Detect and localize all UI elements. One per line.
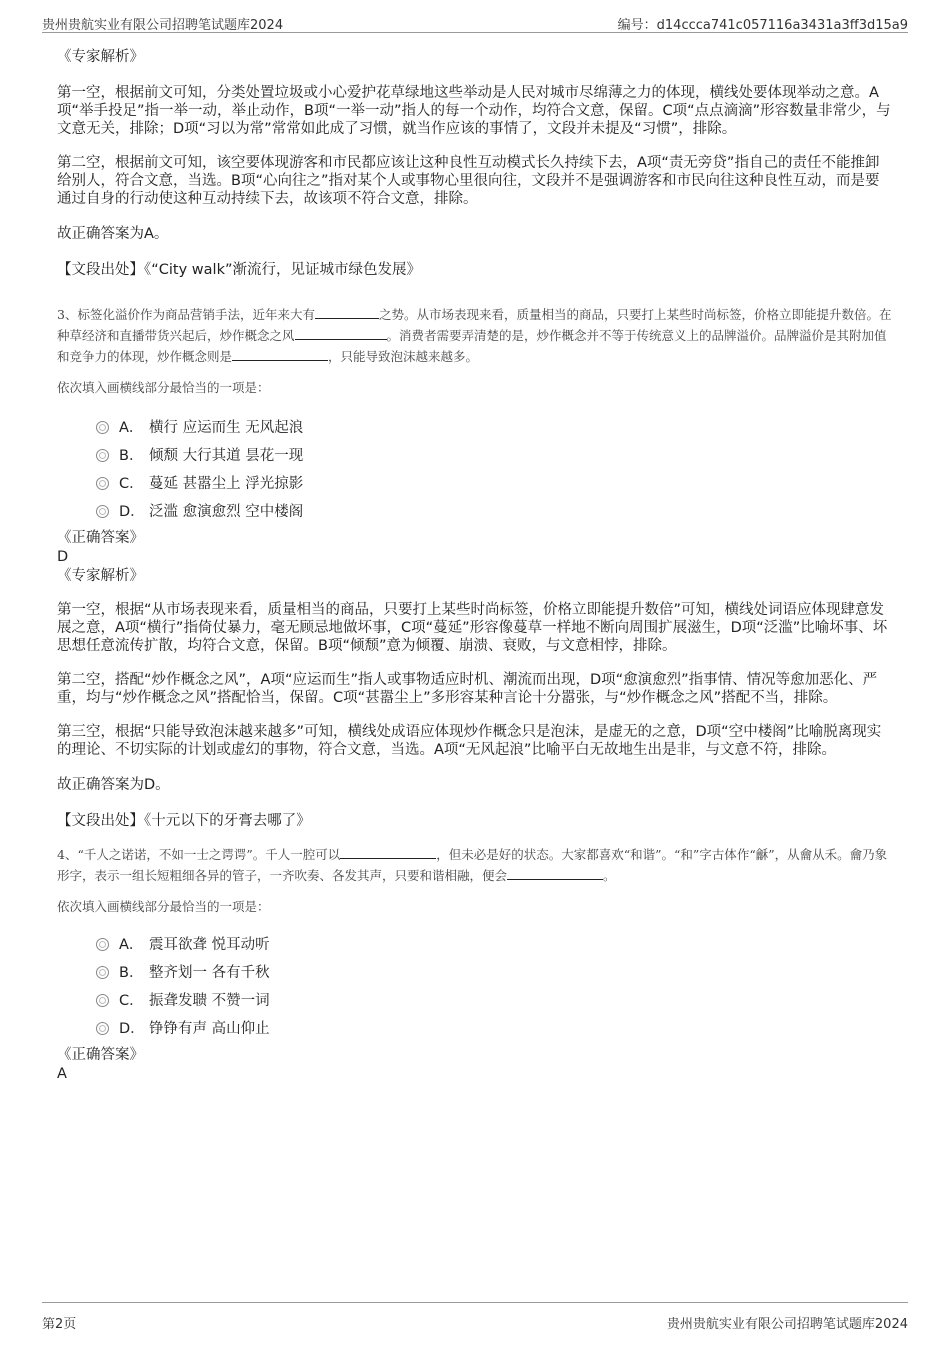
source-citation: 【文段出处】《十元以下的牙膏去哪了》: [57, 813, 311, 829]
analysis-paragraph: 第二空，搭配“炒作概念之风”，A项“应运而生”指人或事物适应时机、潮流而出现，D项“愈演愈烈”指事情、情况等愈加恶化、严重，均与“炒作概念之风”搭配恰当，保留。C项“甚嚣尘上”多形容某种言论十分嚣张，与“炒作概念之风”搭配不当，排除。: [57, 672, 878, 706]
option-a[interactable]: A． 横行 应运而生 无风起浪: [96, 414, 892, 442]
blank-line: [340, 846, 436, 859]
radio-button[interactable]: [96, 1022, 109, 1035]
analysis-paragraph: 第二空，根据前文可知，该空要体现游客和市民都应该让这种良性互动模式长久持续下去，A项“责无旁贷”指自己的责任不能推卸给别人，符合文意，当选。B项“心向往之”指对某个人或事物心里很向往，文段并不是强调游客和市民向往这种良性互动，而是要通过自身的行动使这种互动持续下去，故该项不符合文意，排除。: [57, 155, 880, 207]
page-header: [42, 10, 908, 33]
correct-answer: D: [57, 549, 69, 565]
blank-line: [315, 306, 379, 319]
analysis-paragraph: 第一空，根据前文可知，分类处置垃圾或小心爱护花草绿地这些举动是人民对城市尽绵薄之力的体现，横线处要体现举动之意。A项“举手投足”指一举一动，举止动作，B项“一举一动”指人的每一个动作，均符合文意，保留。C项“点点滴滴”形容数量非常少，与文意无关，排除；D项“习以为常”常常如此成了习惯，就当作应该的事情了，文段并未提及“习惯”，排除。: [57, 85, 891, 137]
radio-button[interactable]: [96, 449, 109, 462]
blank-line: [507, 867, 603, 880]
correct-answer-label: 《正确答案》: [57, 530, 144, 546]
radio-button[interactable]: [96, 938, 109, 951]
radio-button[interactable]: [96, 421, 109, 434]
question-4-options: [96, 931, 892, 1043]
header-title: 贵州贵航实业有限公司招聘笔试题库2024: [42, 18, 284, 33]
option-b[interactable]: B． 整齐划一 各有千秋: [96, 959, 892, 987]
expert-analysis-label: 《专家解析》: [57, 568, 144, 584]
option-c[interactable]: C． 振聋发聩 不赞一词: [96, 987, 892, 1015]
source-citation: 【文段出处】《“City walk”渐流行，见证城市绿色发展》: [57, 262, 421, 278]
blank-line: [232, 348, 328, 361]
expert-analysis-label: 《专家解析》: [57, 49, 144, 65]
option-d[interactable]: D． 铮铮有声 高山仰止: [96, 1015, 892, 1043]
radio-button[interactable]: [96, 966, 109, 979]
option-b[interactable]: B． 倾颓 大行其道 昙花一现: [96, 442, 892, 470]
option-c[interactable]: C． 蔓延 甚嚣尘上 浮光掠影: [96, 470, 892, 498]
header-doc-id: 编号：d14ccca741c057116a3431a3ff3d15a9: [617, 18, 908, 33]
question-prompt: 依次填入画横线部分最恰当的一项是：: [57, 380, 270, 395]
correct-answer-label: 《正确答案》: [57, 1047, 144, 1063]
option-a[interactable]: A． 震耳欲聋 悦耳动听: [96, 931, 892, 959]
correct-answer: A: [57, 1066, 67, 1082]
answer-conclusion: 故正确答案为D。: [57, 777, 170, 793]
question-prompt: 依次填入画横线部分最恰当的一项是：: [57, 899, 270, 914]
question-3-stem: 3、标签化溢价作为商品营销手法，近年来大有 之势。从市场表现来看，质量相当的商品，只要打上某些时尚标签，价格立即能提升数倍。在种草经济和直播带货兴起后，炒作概念之风 。消费者需要弄清楚的是，炒作概念并不等于传统意义上的品牌溢价。品牌溢价是其附加值和竞争力的体现，炒作概念则是 ，只能导致泡沫越来越多。: [57, 307, 892, 364]
radio-button[interactable]: [96, 994, 109, 1007]
radio-button[interactable]: [96, 477, 109, 490]
question-4-stem: 4、“千人之诺诺，不如一士之谔谔”。千人一腔可以 ，但未必是好的状态。大家都喜欢“和谐”。“和”字古体作“龢”，从龠从禾。龠乃象形字，表示一组长短粗细各异的管子，一齐吹奏、各发其声，只要和谐相融，便会 。: [57, 847, 888, 883]
page-footer: [42, 1302, 908, 1332]
page-number: 第2页: [42, 1317, 77, 1332]
answer-conclusion: 故正确答案为A。: [57, 226, 169, 242]
option-d[interactable]: D． 泛滥 愈演愈烈 空中楼阁: [96, 498, 892, 526]
question-3-options: [96, 414, 892, 526]
page-content: [57, 44, 892, 1083]
analysis-paragraph: 第一空，根据“从市场表现来看，质量相当的商品，只要打上某些时尚标签，价格立即能提升数倍”可知，横线处词语应体现肆意发展之意，A项“横行”指倚仗暴力，毫无顾忌地做坏事，C项“蔓延”形容像蔓草一样地不断向周围扩展滋生，D项“泛滥”比喻坏事、坏思想任意流传扩散，均符合文意，保留。B项“倾颓”意为倾覆、崩溃、衰败，与文意相悖，排除。: [57, 602, 888, 654]
radio-button[interactable]: [96, 505, 109, 518]
blank-line: [295, 327, 387, 340]
footer-title: 贵州贵航实业有限公司招聘笔试题库2024: [666, 1317, 908, 1332]
analysis-paragraph: 第三空，根据“只能导致泡沫越来越多”可知，横线处成语应体现炒作概念只是泡沫，是虚无的之意，D项“空中楼阁”比喻脱离现实的理论、不切实际的计划或虚幻的事物，符合文意，当选。A项“无风起浪”比喻平白无故地生出是非，与文意不符，排除。: [57, 724, 882, 758]
